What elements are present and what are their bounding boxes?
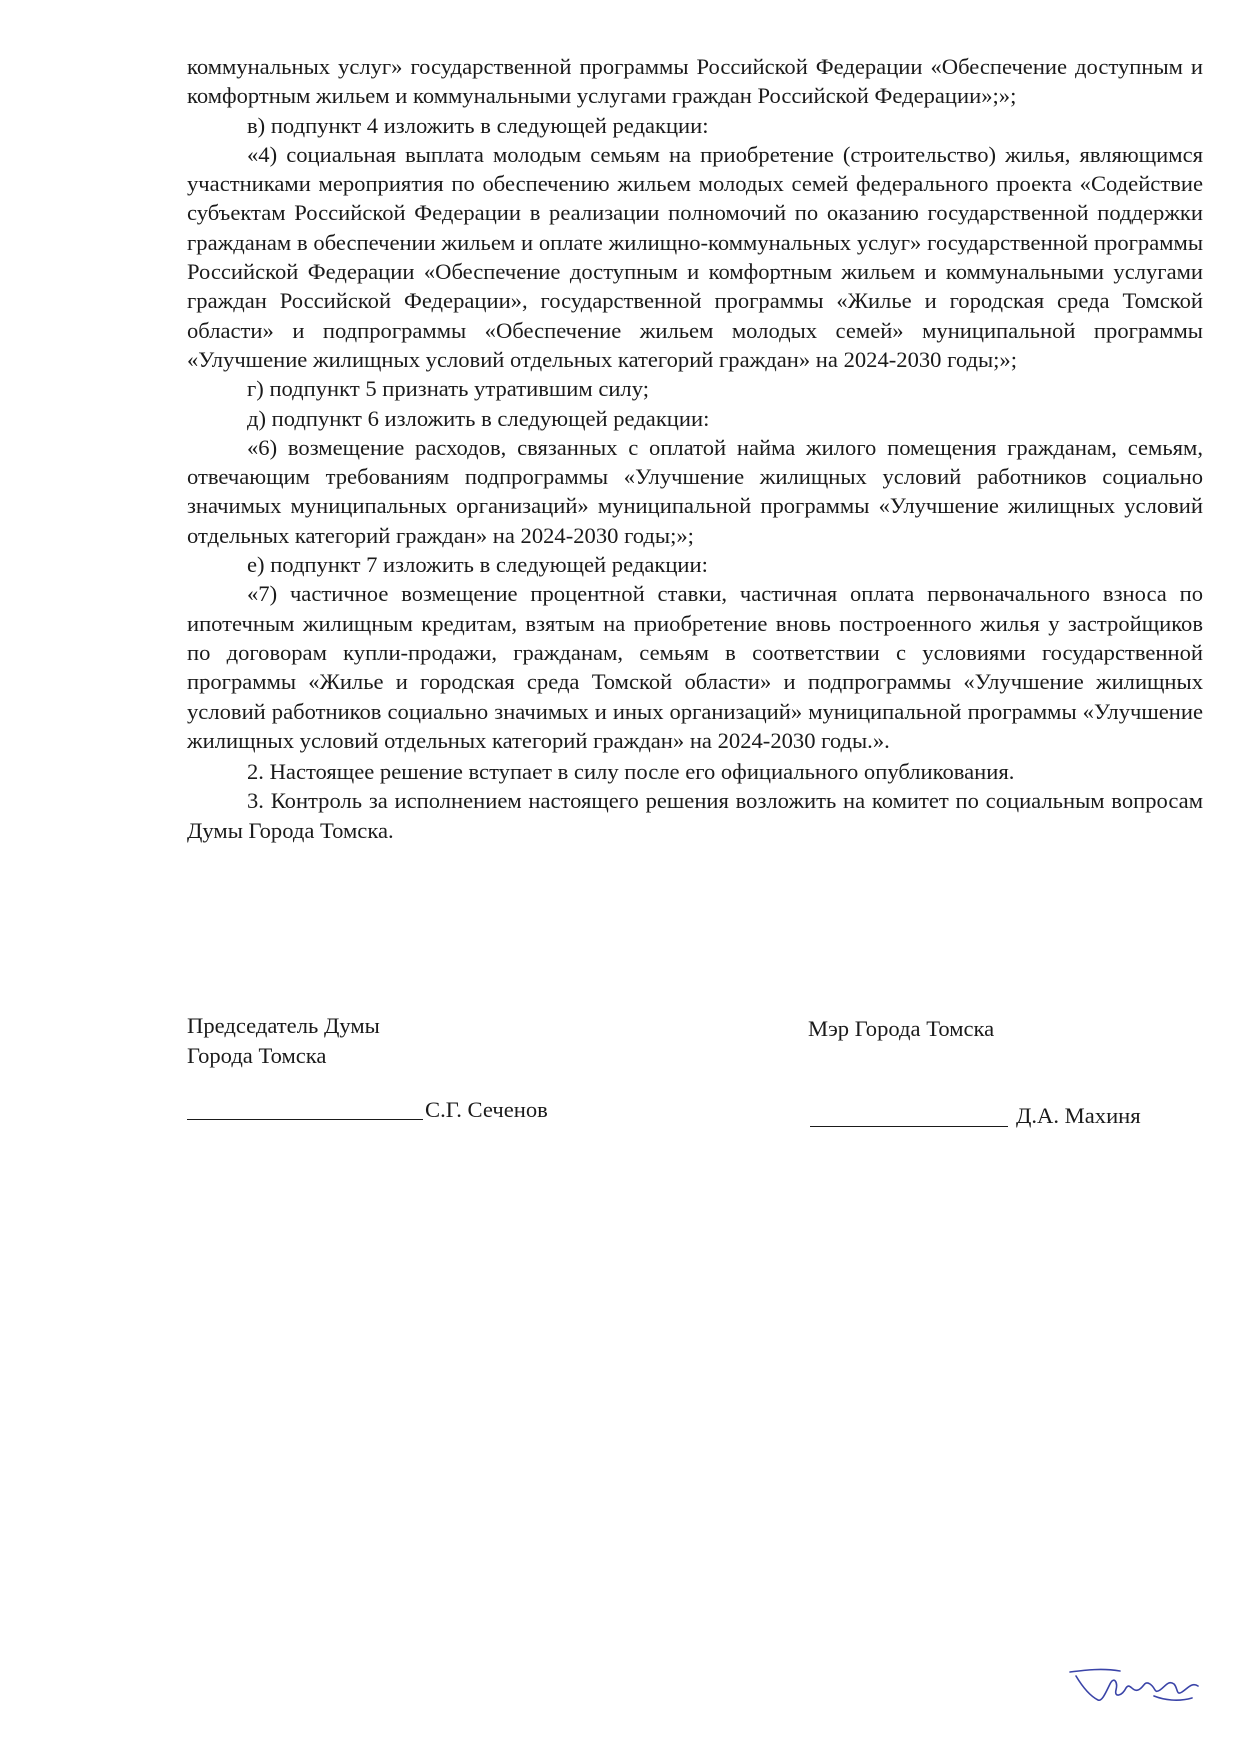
signature-left-line (187, 1119, 423, 1120)
signature-left-title-line1: Председатель Думы (187, 1013, 380, 1038)
signature-right-name: Д.А. Махиня (1016, 1103, 1141, 1128)
signature-left-title (187, 1011, 380, 1070)
paragraph-continuation: коммунальных услуг» государственной программы Российской Федерации «Обеспечение доступным и комфортным жильем и коммунальными услугами граждан Российской Федерации»;»; (187, 54, 1203, 109)
paragraph-item-v: в) подпункт 4 изложить в следующей редакции: (247, 112, 709, 138)
handwritten-initials-icon (1068, 1662, 1208, 1710)
paragraph-item-g: г) подпункт 5 признать утратившим силу; (247, 376, 649, 402)
paragraph-item-d: д) подпункт 6 изложить в следующей редакции: (247, 405, 710, 431)
paragraph-subitem-6: «6) возмещение расходов, связанных с оплатой найма жилого помещения гражданам, семьям, отвечающим требованиям подпрограммы «Улучшение жилищных условий работников социально значимых муниципальных организаций» муниципальной программы «Улучшение жилищных условий отдельных категорий граждан» на 2024-2030 годы;»; (187, 434, 1203, 548)
signature-left-title-line2: Города Томска (187, 1042, 327, 1068)
signature-left-name: С.Г. Сеченов (425, 1097, 548, 1122)
paragraph-clause-2: 2. Настоящее решение вступает в силу после его официального опубликования. (247, 759, 1015, 785)
signature-right-line (810, 1126, 1008, 1127)
paragraph-item-e: е) подпункт 7 изложить в следующей редакции: (247, 552, 708, 578)
paragraph-subitem-4: «4) социальная выплата молодым семьям на приобретение (строительство) жилья, являющимся участниками мероприятия по обеспечению жильем молодых семей федерального проекта «Содействие субъектам Российской Федерации в реализации полномочий по оказанию государственной поддержки гражданам в обеспечении жильем и оплате жилищно-коммунальных услуг» государственной программы Российской Федерации «Обеспечение доступным и комфортным жильем и коммунальными услугами граждан Российской Федерации», государственной программы «Жилье и городская среда Томской области» и подпрограммы «Обеспечение жильем молодых семей» муниципальной программы «Улучшение жилищных условий отдельных категорий граждан» на 2024-2030 годы;»; (187, 141, 1203, 372)
paragraph-clause-3: 3. Контроль за исполнением настоящего решения возложить на комитет по социальным вопросам Думы Города Томска. (187, 788, 1203, 843)
document-body (187, 52, 1203, 845)
paragraph-subitem-7: «7) частичное возмещение процентной ставки, частичная оплата первоначального взноса по ипотечным жилищным кредитам, взятым на приобретение вновь построенного жилья у застройщиков по договорам купли-продажи, гражданам, семьям в соответствии с условиями государственной программы «Жилье и городская среда Томской области» и подпрограммы «Улучшение жилищных условий работников социально значимых и иных организаций» муниципальной программы «Улучшение жилищных условий отдельных категорий граждан» на 2024-2030 годы.». (187, 581, 1203, 753)
signature-right-title: Мэр Города Томска (808, 1016, 995, 1041)
